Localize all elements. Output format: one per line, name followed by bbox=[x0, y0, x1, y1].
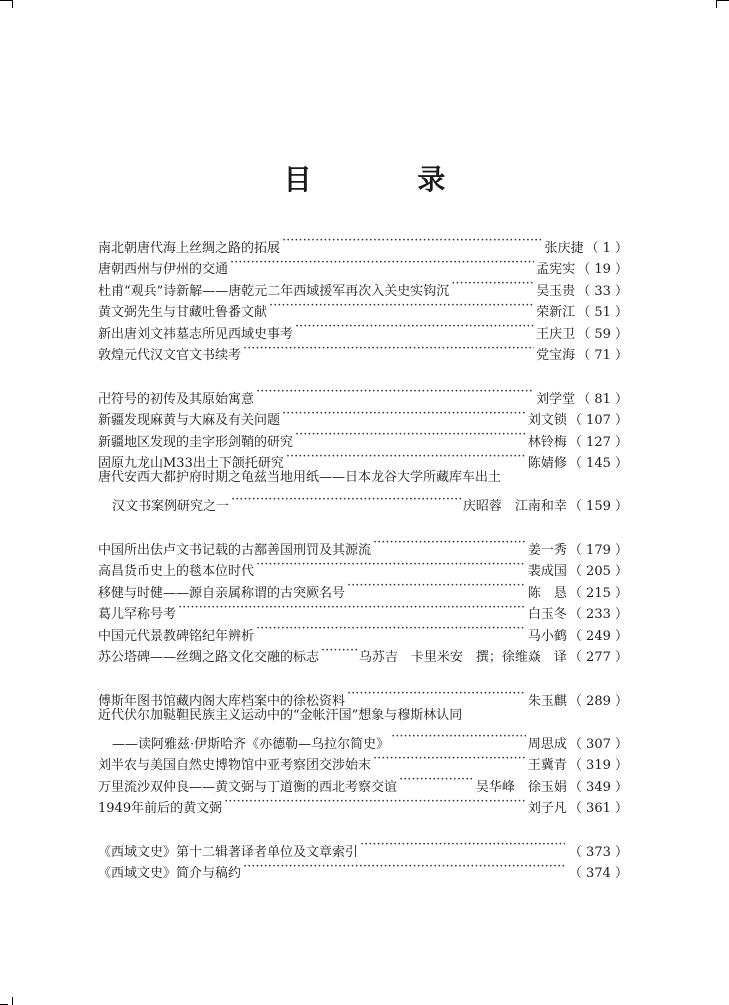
toc-entry-author: 刘文锁 bbox=[527, 413, 567, 428]
dot-leader bbox=[243, 856, 565, 878]
toc-entry[interactable] bbox=[98, 230, 628, 256]
toc-entry-author: 刘子凡 bbox=[527, 801, 567, 816]
toc-entry-page: （ 307 ） bbox=[568, 736, 628, 752]
dot-leader bbox=[373, 532, 526, 554]
toc-entry-page: （ 71 ） bbox=[577, 348, 628, 363]
toc-entry-title: 敦煌元代汉文官文书续考 bbox=[98, 348, 242, 363]
toc-entry-title: 高昌货币史上的毯本位时代 bbox=[98, 564, 255, 579]
toc-entry-title: 卍符号的初传及其原始寓意 bbox=[98, 391, 255, 407]
dot-leader bbox=[230, 252, 534, 274]
toc-entry-page: （ 59 ） bbox=[577, 326, 628, 342]
crop-mark-top-right-v bbox=[716, 0, 717, 8]
toc-entry-title: 《西域文史》第十二辑著译者单位及文章索引 bbox=[98, 844, 359, 860]
toc-entry-title: 汉文书案例研究之一 bbox=[112, 499, 230, 514]
toc-entry-author: 姜一秀 bbox=[527, 542, 567, 558]
toc-entry-page: （ 319 ） bbox=[568, 758, 628, 773]
toc-entry-author: 孟宪实 bbox=[536, 262, 576, 277]
toc-entry-title: 固原九龙山M33出土下颌托研究 bbox=[98, 456, 284, 471]
toc-entry-page: （ 19 ） bbox=[577, 262, 628, 277]
toc-entry-title: 新出唐刘文祎墓志所见西域史事考 bbox=[98, 326, 294, 342]
toc-section bbox=[98, 532, 628, 665]
toc-entry-author: 白玉冬 bbox=[527, 607, 567, 622]
dot-leader bbox=[286, 446, 526, 468]
toc-entry-page: （ 205 ） bbox=[568, 564, 628, 579]
toc-entry-page: （ 33 ） bbox=[577, 283, 628, 299]
toc-section bbox=[98, 230, 628, 363]
toc-entry-author: 庆昭蓉 江南和幸 bbox=[462, 499, 567, 514]
toc-entry-page: （ 361 ） bbox=[568, 801, 628, 816]
toc-entry-page: （ 215 ） bbox=[568, 585, 628, 601]
toc-entry-author: 王冀青 bbox=[527, 758, 567, 773]
toc-entry-title: 移健与时健——源自亲属称谓的古突厥名号 bbox=[98, 585, 346, 601]
toc-entry-page: （ 1 ） bbox=[585, 240, 628, 256]
toc-entry-title: 万里流沙双仲良——黄文弼与丁道衡的西北考察交谊 bbox=[98, 779, 398, 795]
toc-entry-author: 张庆捷 bbox=[544, 240, 584, 256]
toc-entry-page: （ 127 ） bbox=[568, 434, 628, 450]
toc-entry-page: （ 233 ） bbox=[568, 607, 628, 622]
toc-entry-title: 唐朝西州与伊州的交通 bbox=[98, 262, 229, 277]
toc-section bbox=[98, 683, 628, 816]
toc-entry-author: 周思成 bbox=[527, 736, 567, 752]
crop-mark-top-left-v bbox=[12, 0, 13, 8]
dot-leader bbox=[256, 381, 534, 403]
toc-entry-title: 傅斯年图书馆藏内阁大库档案中的徐松资料 bbox=[98, 693, 346, 709]
toc-entry-author: 陈婧修 bbox=[527, 456, 567, 471]
toc-entry-author: 朱玉麒 bbox=[527, 693, 567, 709]
toc-entry-author: 乌苏吉 卡里米安 撰；徐维焱 译 bbox=[358, 650, 567, 665]
toc-entry-page: （ 289 ） bbox=[568, 693, 628, 709]
toc-entry-page: （ 373 ） bbox=[568, 844, 628, 860]
toc-entry-title: 新疆地区发现的圭字形剑鞘的研究 bbox=[98, 434, 294, 450]
crop-mark-top-right-h bbox=[717, 0, 729, 1]
toc-entry-page: （ 159 ） bbox=[568, 499, 628, 514]
toc-entry-author: 王庆卫 bbox=[536, 326, 576, 342]
toc-entry-title: 中国元代景教碑铭纪年辨析 bbox=[98, 628, 255, 644]
crop-mark-bottom-left-v bbox=[12, 997, 13, 1005]
toc-entry-page: （ 107 ） bbox=[568, 413, 628, 428]
crop-mark-top-left-h bbox=[0, 0, 12, 1]
toc-entry-author: 吴华峰 徐玉娟 bbox=[475, 779, 567, 795]
dot-leader bbox=[295, 424, 526, 446]
toc-entry-author: 刘学堂 bbox=[536, 391, 576, 407]
toc-entry[interactable] bbox=[98, 683, 628, 709]
toc-entry-author: 林铃梅 bbox=[527, 434, 567, 450]
toc-entry-page: （ 249 ） bbox=[568, 628, 628, 644]
toc-entry-title: 新疆发现麻黄与大麻及有关问题 bbox=[98, 413, 281, 428]
toc-entry-page: （ 81 ） bbox=[577, 391, 628, 407]
dot-leader bbox=[360, 834, 565, 856]
dot-leader bbox=[256, 554, 526, 576]
toc-entry-title: 唐代安西大都护府时期之龟兹当地用纸——日本龙谷大学所藏库车出土 bbox=[98, 470, 502, 485]
toc-section bbox=[98, 834, 628, 881]
toc-entry-title: 南北朝唐代海上丝绸之路的拓展 bbox=[98, 240, 281, 256]
dot-leader bbox=[269, 295, 534, 317]
toc-entry-title: 苏公塔碑——丝绸之路文化交融的标志 bbox=[98, 650, 320, 665]
page-title: 目 录 bbox=[283, 163, 494, 196]
toc-entry-author: 吴玉贵 bbox=[536, 283, 576, 299]
toc-entry[interactable] bbox=[98, 489, 628, 514]
toc-entry-title: 中国所出佉卢文书记载的古鄯善国刑罚及其源流 bbox=[98, 542, 372, 558]
dot-leader bbox=[347, 575, 526, 597]
table-of-contents bbox=[98, 230, 628, 899]
toc-entry-author: 党宝海 bbox=[536, 348, 576, 363]
dot-leader bbox=[451, 273, 534, 295]
toc-entry-page: （ 145 ） bbox=[568, 456, 628, 471]
dot-leader bbox=[243, 338, 534, 360]
toc-entry[interactable] bbox=[98, 381, 628, 407]
dot-leader bbox=[399, 769, 474, 791]
toc-entry-page: （ 179 ） bbox=[568, 542, 628, 558]
dot-leader bbox=[282, 403, 526, 425]
dot-leader bbox=[178, 597, 526, 619]
toc-entry-page: （ 374 ） bbox=[568, 866, 628, 881]
dot-leader bbox=[256, 618, 526, 640]
toc-entry[interactable] bbox=[98, 532, 628, 558]
dot-leader bbox=[321, 640, 357, 662]
toc-entry-title: 黄文弼先生与甘藏吐鲁番文献 bbox=[98, 305, 268, 320]
dot-leader bbox=[347, 683, 526, 705]
toc-entry-title: 杜甫“观兵”诗新解——唐乾元二年西域援军再次入关史实钩沉 bbox=[98, 283, 450, 299]
dot-leader bbox=[391, 726, 526, 748]
dot-leader bbox=[231, 489, 461, 511]
toc-entry-page: （ 277 ） bbox=[568, 650, 628, 665]
toc-entry-page: （ 51 ） bbox=[577, 305, 628, 320]
toc-entry-author: 荣新江 bbox=[536, 305, 576, 320]
dot-leader bbox=[373, 748, 526, 770]
toc-entry[interactable] bbox=[98, 726, 628, 752]
toc-entry-author: 马小鹤 bbox=[527, 628, 567, 644]
dot-leader bbox=[295, 316, 534, 338]
dot-leader bbox=[282, 230, 542, 252]
toc-section bbox=[98, 381, 628, 514]
toc-entry-title: 葛儿罕称号考 bbox=[98, 607, 177, 622]
dot-leader bbox=[224, 791, 526, 813]
toc-entry-title: 刘半农与美国自然史博物馆中亚考察团交涉始末 bbox=[98, 758, 372, 773]
toc-entry-page: （ 349 ） bbox=[568, 779, 628, 795]
toc-entry-title: 1949年前后的黄文弼 bbox=[98, 801, 223, 816]
toc-entry[interactable] bbox=[98, 834, 628, 860]
toc-entry-title: ——读阿雅兹·伊斯哈齐《亦德勒—乌拉尔简史》 bbox=[112, 736, 390, 752]
toc-entry-title: 近代伏尔加鞑靼民族主义运动中的“金帐汗国”想象与穆斯林认同 bbox=[98, 707, 463, 723]
toc-entry-author: 陈 恳 bbox=[527, 585, 567, 601]
toc-entry-author: 裴成国 bbox=[527, 564, 567, 579]
toc-entry-title: 《西域文史》简介与稿约 bbox=[98, 866, 242, 881]
